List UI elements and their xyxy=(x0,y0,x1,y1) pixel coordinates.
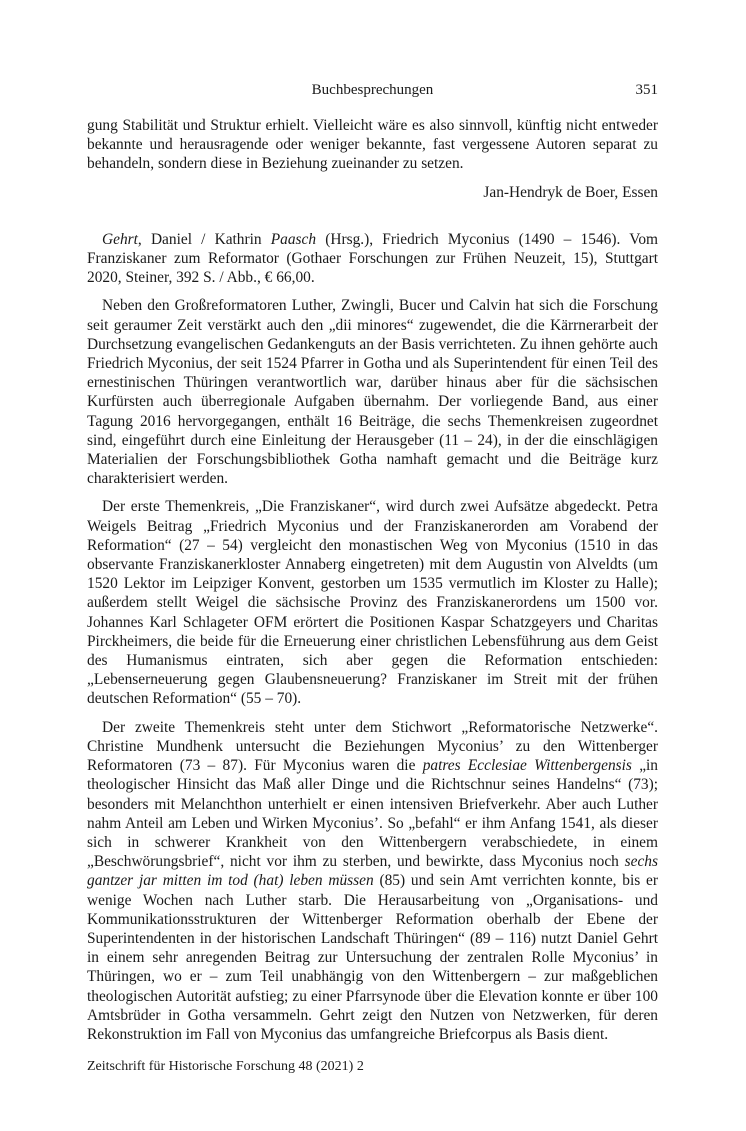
citation-author1-rest: , Daniel / Kathrin xyxy=(137,230,271,248)
section-title: Buchbesprechungen xyxy=(311,82,434,98)
paragraph-3-part-c: (85) und sein Amt verrichten konnte, bis er wenige Wochen nach Luther starb. Die Herausarbeitung von „Organisations- und Kommunikationsstrukturen der Wittenberger Reformation oberhalb der Ebene der Superintendenten in der historischen Landschaft Thüringen“ (89 – 116) nutzt Daniel Gehrt in einem sehr anregenden Beitrag zur Untersuchung der zentralen Rolle Myconius’ in Thüringen, wo er – zum Teil unabhängig von den Wittenbergern – zur maßgeblichen theologischen Autorität aufstieg; zu einer Pfarrsynode über die Elevation konnte er über 100 Amtsbrüder in Gotha versammeln. Gehrt zeigt den Nutzen von Netzwerken, für deren Rekonstruktion im Fall von Myconius das umfangreiche Briefcorpus als Basis dient. xyxy=(87,872,658,1043)
review-body xyxy=(87,116,658,1044)
paragraph-3-italic-1: patres Ecclesiae Wittenbergensis xyxy=(422,757,632,775)
paragraph-3 xyxy=(87,718,658,1044)
citation-rest: (Hrsg.), Friedrich Myconius (1490 – 1546). Vom Franziskaner zum Reformator (Gothaer Forschungen zur Frühen Neuzeit, 15), Stuttgart 2020, Steiner, 392 S. / Abb., € 66,00. xyxy=(87,230,658,287)
paragraph-1: Neben den Großreformatoren Luther, Zwingli, Bucer und Calvin hat sich die Forschung seit geraumer Zeit verstärkt auch den „dii minores“ zugewendet, die die Kärrnerarbeit der Durchsetzung evangelischen Gedankenguts an der Basis verrichteten. Zu ihnen gehörte auch Friedrich Myconius, der seit 1524 Pfarrer in Gotha und als Superintendent für einen Teil des ernestinischen Thüringen verantwortlich war, darüber hinaus aber für die sächsischen Kurfürsten auch überregionale Aufgaben übernahm. Der vorliegende Band, aus einer Tagung 2016 hervorgegangen, enthält 16 Beiträge, die sechs Themenkreisen zugeordnet sind, eingeführt durch eine Einleitung der Herausgeber (11 – 24), in der die einschlägigen Materialien der Forschungsbibliothek Gotha namhaft gemacht und die Beiträge kurz charakterisiert werden. xyxy=(87,297,658,488)
journal-footer: Zeitschrift für Historische Forschung 48 (2021) 2 xyxy=(87,1059,364,1074)
running-header xyxy=(87,80,658,102)
book-citation xyxy=(87,230,658,288)
citation-author2-last: Paasch xyxy=(270,230,317,248)
page-number: 351 xyxy=(635,82,658,98)
reviewer-signature: Jan-Hendryk de Boer, Essen xyxy=(483,183,658,201)
paragraph-3-part-a: Der zweite Themenkreis steht unter dem Stichwort „Reformatorische Netzwerke“. Christine Mundhenk untersucht die Beziehungen Myconius’ zu den Wittenberger Reformatoren (73 – 87). Für Myconius waren die xyxy=(87,718,658,775)
paragraph-3-part-b: „in theologischer Hinsicht das Maß aller Dinge und die Richtschnur seines Handelns“ (73); besonders mit Melanchthon unterhielt er einen intensiven Briefverkehr. Aber auch Luther nahm Anteil am Leben und Wirken Myconius’. So „befahl“ er ihm Anfang 1541, als dieser sich in schwerer Krankheit von den Wittenbergern verabschiedete, in einem „Beschwörungsbrief“, nicht vor ihm zu sterben, und bewirkte, dass Myconius noch xyxy=(87,757,658,871)
continuation-paragraph: gung Stabilität und Struktur erhielt. Vielleicht wäre es also sinnvoll, künftig nicht entweder bekannte und herausragende oder weniger bekannte, fast vergessene Autoren separat zu behandeln, sondern diese in Beziehung zueinander zu setzen. xyxy=(87,117,658,173)
paragraph-2: Der erste Themenkreis, „Die Franziskaner“, wird durch zwei Aufsätze abgedeckt. Petra Weigels Beitrag „Friedrich Myconius und der Franziskanerorden am Vorabend der Reformation“ (27 – 54) vergleicht den monastischen Weg von Myconius (1510 in das observante Franziskanerkloster Annaberg eingetreten) mit dem Augustin von Alveldts (um 1520 Lektor im Leipziger Konvent, gestorben um 1535 vermutlich im Kloster zu Halle); außerdem stellt Weigel die sächsische Provinz des Franziskanerordens um 1500 vor. Johannes Karl Schlageter OFM erörtert die Positionen Kaspar Schatzgeyers und Charitas Pirckheimers, die beide für die Erneuerung einer christlichen Lebensführung aus dem Geist des Humanismus eintraten, sich aber gegen die Reformation entschieden: „Lebenserneuerung gegen Glaubensneuerung? Franziskaner im Streit mit der frühen deutschen Reformation“ (55 – 70). xyxy=(87,498,658,708)
paragraph-3-italic-2: sechs gantzer jar mitten im tod (hat) leben müssen xyxy=(87,853,658,890)
citation-author1-last: Gehrt xyxy=(102,230,138,248)
